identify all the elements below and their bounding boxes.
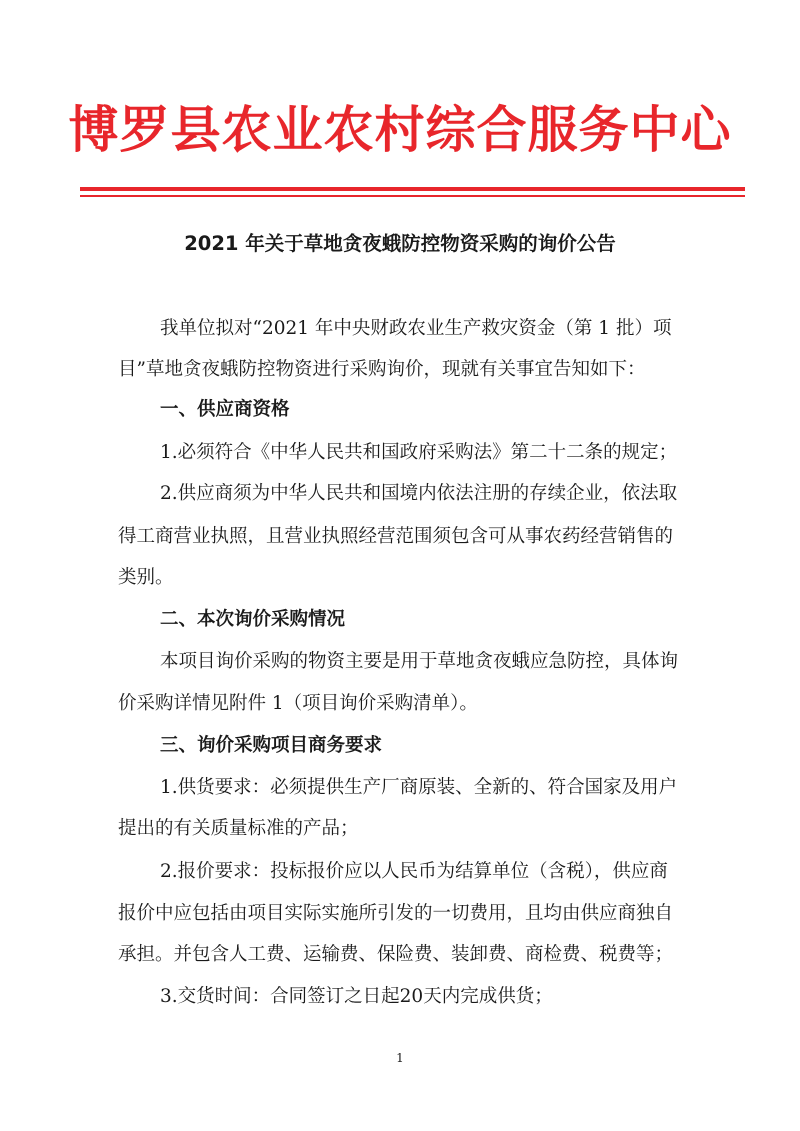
notice-title: 2021 年关于草地贪夜蛾防控物资采购的询价公告 xyxy=(184,232,616,255)
intro-line-1: 我单位拟对“2021 年中央财政农业生产救灾资金（第 1 批）项 xyxy=(160,318,672,339)
procurement-body-line-2: 价采购详情见附件 1（项目询价采购清单）。 xyxy=(118,693,478,714)
organization-name: 博罗县农业农村综合服务中心 xyxy=(68,100,732,159)
qualification-item-2-line-1: 2.供应商须为中华人民共和国境内依法注册的存续企业，依法取 xyxy=(160,483,678,504)
requirement-item-3: 3.交货时间：合同签订之日起20天内完成供货； xyxy=(160,986,553,1007)
section-heading-qualifications: 一、供应商资格 xyxy=(160,399,290,420)
requirement-item-1-line-2: 提出的有关质量标准的产品； xyxy=(118,818,359,839)
qualification-item-1: 1.必须符合《中华人民共和国政府采购法》第二十二条的规定； xyxy=(160,442,678,463)
qualification-item-2-line-3: 类别。 xyxy=(118,567,174,588)
qualification-item-2-line-2: 得工商营业执照，且营业执照经营范围须包含可从事农药经营销售的 xyxy=(118,526,674,547)
requirement-item-1-line-1: 1.供货要求：必须提供生产厂商原装、全新的、符合国家及用户 xyxy=(160,777,678,798)
page-number: 1 xyxy=(396,1051,404,1065)
section-heading-procurement: 二、本次询价采购情况 xyxy=(160,609,346,630)
requirement-item-2-line-2: 报价中应包括由项目实际实施所引发的一切费用，且均由供应商独自 xyxy=(118,903,674,924)
letterhead-rule-thick xyxy=(80,187,745,191)
section-heading-business-requirements: 三、询价采购项目商务要求 xyxy=(160,735,383,756)
requirement-item-2-line-1: 2.报价要求：投标报价应以人民币为结算单位（含税），供应商 xyxy=(160,861,668,882)
letterhead-rule-thin xyxy=(80,195,745,197)
intro-line-2: 目”草地贪夜蛾防控物资进行采购询价，现就有关事宜告知如下： xyxy=(118,359,646,380)
procurement-body-line-1: 本项目询价采购的物资主要是用于草地贪夜蛾应急防控，具体询 xyxy=(160,651,679,672)
requirement-item-2-line-3: 承担。并包含人工费、运输费、保险费、装卸费、商检费、税费等； xyxy=(118,944,674,965)
